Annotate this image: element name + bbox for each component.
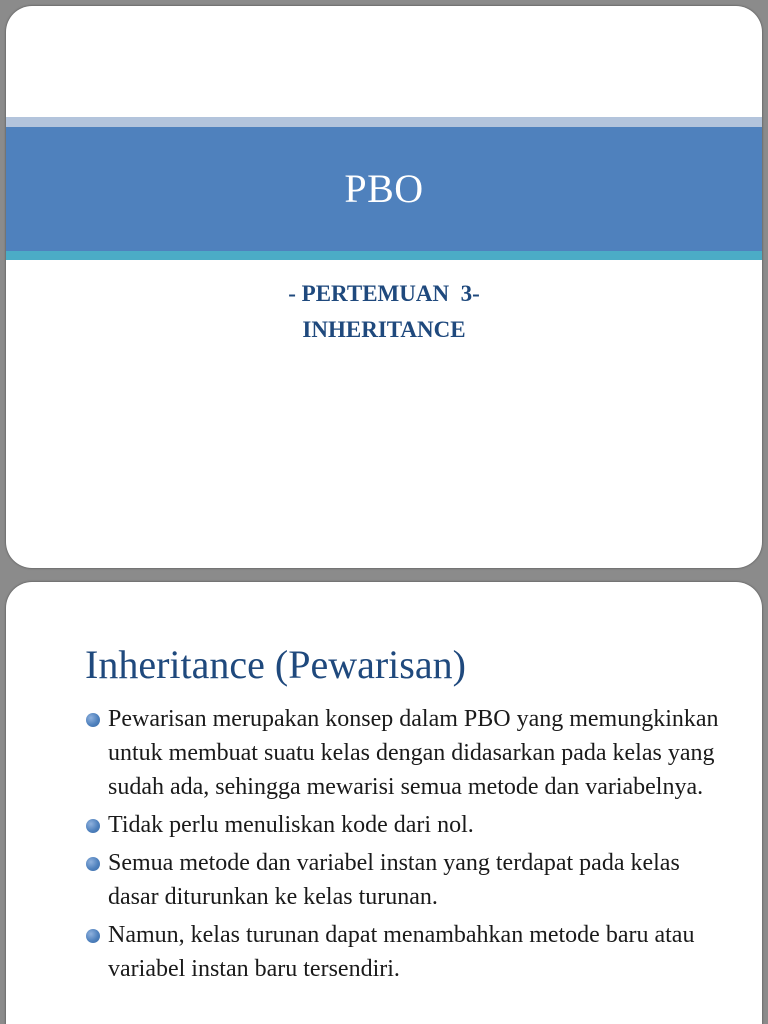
list-item	[84, 846, 734, 914]
bullet-dot-icon	[86, 819, 100, 833]
slide-title: PBO	[344, 165, 424, 211]
list-item	[84, 808, 734, 842]
bullet-text: Namun, kelas turunan dapat menambahkan metode baru atau variabel instan baru tersendiri.	[108, 922, 695, 982]
list-item	[84, 702, 734, 804]
bullet-text: Pewarisan merupakan konsep dalam PBO yang memungkinkan untuk membuat suatu kelas dengan didasarkan pada kelas yang sudah ada, sehingga mewarisi semua metode dan variabelnya.	[108, 706, 719, 800]
bullet-dot-icon	[86, 857, 100, 871]
list-item	[84, 918, 734, 986]
content-slide	[6, 582, 762, 1024]
title-band	[6, 127, 762, 251]
bullet-dot-icon	[86, 713, 100, 727]
title-band-top-stripe	[6, 117, 762, 127]
subtitle-line: - PERTEMUAN 3-	[288, 281, 480, 306]
slide-subtitle	[6, 276, 762, 348]
title-band-bottom-stripe	[6, 251, 762, 260]
bullet-dot-icon	[86, 929, 100, 943]
title-slide	[6, 6, 762, 568]
bullet-text: Semua metode dan variabel instan yang terdapat pada kelas dasar diturunkan ke kelas turunan.	[108, 850, 680, 910]
subtitle-line: INHERITANCE	[302, 317, 466, 342]
bullet-text: Tidak perlu menuliskan kode dari nol.	[108, 812, 474, 838]
slide-heading: Inheritance (Pewarisan)	[85, 642, 466, 687]
bullet-list	[84, 702, 734, 990]
